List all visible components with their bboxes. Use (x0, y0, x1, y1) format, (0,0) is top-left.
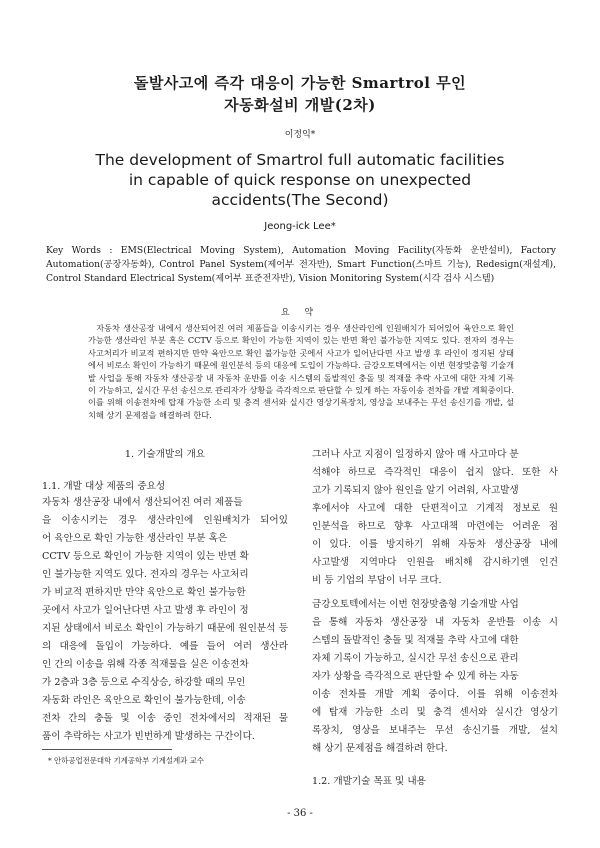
body-line: 이송 전차를 개발 계획 중이다. 이를 위해 이송전차 (312, 689, 558, 700)
page-number: - 36 - (287, 808, 313, 819)
keywords: Key Words : EMS(Electrical Moving System), Automation Moving Facility(자동화 운반설비), Factory Automation(공장자동화), Control Panel System(제어부 전자반), Smart Function(스마트 기능), Redesign(재설계), Control Standard Electrical System(제어부 표준전자반), Vision Monitoring System(시각 검사 시스템) (46, 245, 556, 284)
body-line: 을 통해 자동차 생산공장 내 자동차 운반틀 이송 시 (312, 617, 558, 628)
body-line: 인 불가능한 지역도 있다. 전자의 경우는 사고처리 (42, 569, 249, 580)
body-line: 인 간의 이송을 위해 각종 적재물을 실은 이송전차 (42, 659, 249, 670)
body-line: 이 있다. 이를 방지하기 위해 자동차 생산공장 내에 (312, 539, 558, 550)
body-line: 석해야 하므로 즉각적인 대응이 쉽지 않다. 또한 사 (312, 467, 558, 478)
english-title-line-2: in capable of quick response on unexpected (128, 171, 472, 189)
abstract-heading: 요 약 (280, 308, 320, 318)
english-title (70, 150, 530, 210)
body-line: 에 탑재 가능한 소리 및 충격 센서와 실시간 영상기 (312, 707, 558, 718)
body-line: 의 대응에 돌입이 가능하다. 예를 들어 여러 생산라 (42, 641, 288, 652)
body-line: 스템의 돌발적인 충돌 및 적재물 추락 사고에 대한 (312, 635, 519, 646)
english-title-line-3: accidents(The Second) (211, 191, 389, 209)
body-line: 자동차 생산공장 내에서 생산되어진 여러 제품들 (42, 497, 243, 508)
english-author: Jeong-ick Lee* (264, 221, 336, 232)
body-line: 가 2층과 3층 등으로 수직상승, 하강할 때의 무인 (42, 677, 246, 688)
body-line: 품이 추락하는 사고가 빈번하게 발생하는 구간이다. (42, 731, 255, 742)
abstract-text: 자동차 생산공장 내에서 생산되어진 여러 제품들을 이송시키는 경우 생산라인에 인원배치가 되어있어 육안으로 확인 가능한 생산라인 부분 혹은 CCTV 등으로 확인이 가능한 지역이 있는 반면 확인 불가능한 지역도 있다. 전자의 경우는 사고처리가 비교적 편하지만 만약 육안으로 확인 불가능한 곳에서 사고가 일어난다면 사고 발생 후 라인이 정지된 상태에서 비로소 확인이 가능하기 때문에 원인분석 등의 대응에 도입이 가능하다. 금강오토텍에서는 이번 현장맞춤형 기술개발 사업을 통해 자동차 생산공장 내 자동차 운반틀 이송 시스템의 돌발적인 충돌 및 적재물 추락 사고에 대한 자체 기록이 가능하고, 실시간 무선 송신으로 관리자가 상황을 즉각적으로 판단할 수 있게 하는 자동이송 전차를 개발 계획중이다. 이를 위해 이송전차에 탑재 가능한 소리 및 충격 센서와 실시간 영상기록장치, 영상을 보내주는 무선 송신기를 개발, 설치해 상기 문제점을 해결하려 한다. (88, 323, 514, 420)
body-line: 록장치, 영상을 보내주는 무선 송신기를 개발, 설치 (312, 725, 558, 736)
korean-title-line-2: 자동화설비 개발(2차) (224, 96, 376, 114)
subsection-1-2-heading: 1.2. 개발기술 목표 및 내용 (312, 776, 426, 787)
body-line: 금강오토텍에서는 이번 현장맞춤형 기술개발 사업 (312, 599, 519, 610)
body-line: 고가 기록되지 않아 원인을 알기 어려워, 사고발생 (312, 485, 519, 496)
body-line: 후에서야 사고에 대한 단편적이고 기계적 정보로 원 (312, 503, 558, 514)
body-line: 가 비교적 편하지만 만약 육안으로 확인 불가능한 (42, 587, 246, 598)
footnote-divider (42, 749, 172, 750)
section-1-heading: 1. 기술개발의 개요 (124, 449, 206, 460)
body-line: 그러나 사고 지점이 일정하지 않아 매 사고마다 분 (312, 449, 519, 460)
korean-title-line-1: 돌발사고에 즉각 대응이 가능한 Smartrol 무인 (133, 74, 467, 92)
subsection-1-1-heading: 1.1. 개발 대상 제품의 중요성 (42, 481, 166, 492)
body-line: 자동화 라인은 육안으로 확인이 불가능한데, 이송 (42, 695, 246, 706)
body-line: 자가 상황을 즉각적으로 판단할 수 있게 하는 자동 (312, 671, 519, 682)
body-line: 자체 기록이 가능하고, 실시간 무선 송신으로 관리 (312, 653, 519, 664)
body-line: 지된 상태에서 비로소 확인이 가능하기 때문에 원인분석 등 (42, 623, 288, 634)
body-line: 어 육안으로 확인 가능한 생산라인 부분 혹은 (42, 533, 228, 544)
english-title-line-1: The development of Smartrol full automatic facilities (95, 151, 505, 169)
body-line: 곳에서 사고가 일어난다면 사고 발생 후 라인이 정 (42, 605, 249, 616)
body-line: 사고발생 지역마다 인원을 배치해 감시하기엔 인건 (312, 557, 558, 568)
body-line: 비 등 기업의 부담이 너무 크다. (312, 575, 442, 586)
body-line: CCTV 등으로 확인이 가능한 지역이 있는 반면 확 (42, 551, 249, 562)
body-line: 해 상기 문제점을 해결하려 한다. (312, 743, 448, 754)
author-affiliation-footnote: * 안하공업전문대학 기계공학부 기계설계과 교수 (48, 756, 204, 765)
body-line: 인분석을 하므로 향후 사고대책 마련에는 어려운 점 (312, 521, 558, 532)
body-line: 을 이송시키는 경우 생산라인에 인원배치가 되어있 (42, 515, 288, 526)
korean-author: 이정익* (284, 130, 316, 140)
body-line: 전차 간의 충돌 및 이송 중인 전차에서의 적재된 물 (42, 713, 288, 724)
